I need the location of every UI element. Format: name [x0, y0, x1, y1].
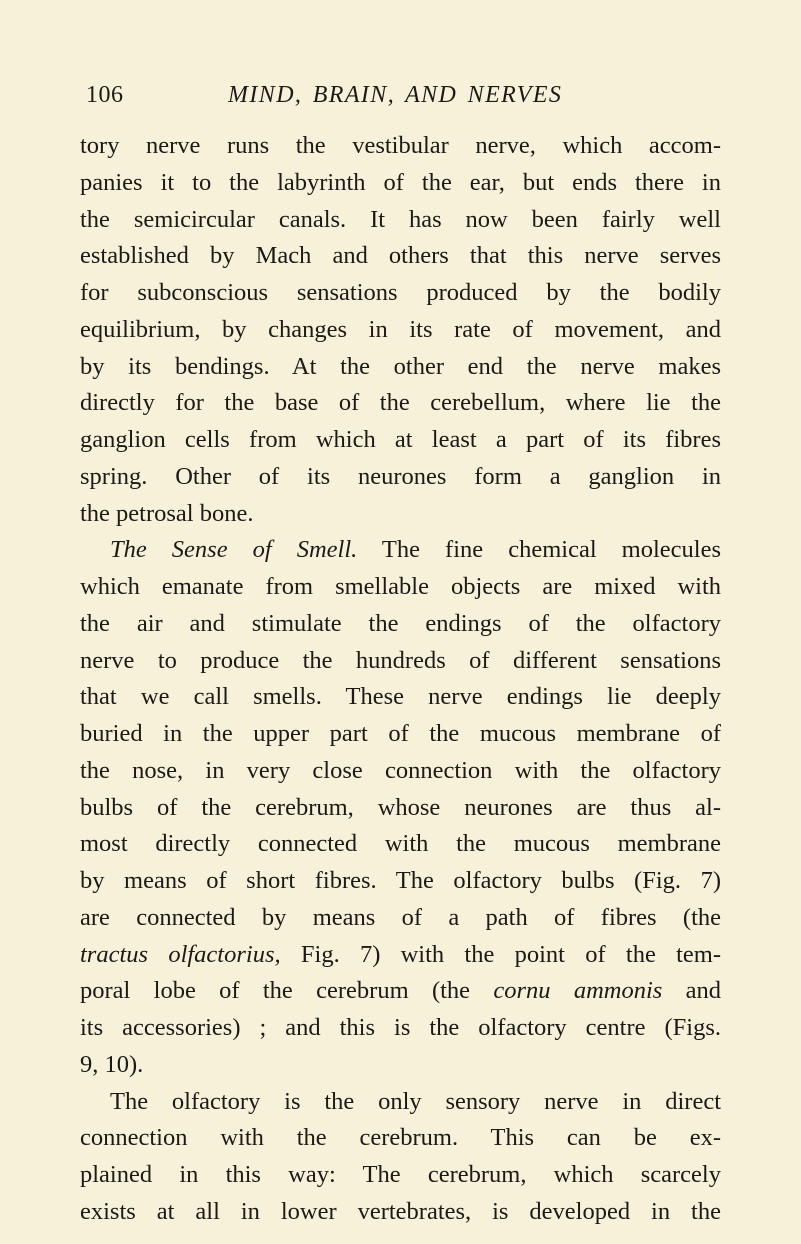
page-header — [80, 76, 720, 116]
text-line: that we call smells. These nerve endings lie deeply — [80, 683, 721, 711]
text-line: exists at all in lower vertebrates, is developed in the — [80, 1197, 721, 1225]
text-line: the nose, in very close connection with the olfactory — [80, 756, 721, 784]
italic-phrase: tractus olfactorius, — [80, 940, 281, 968]
text-line: most directly connected with the mucous membrane — [80, 830, 721, 858]
text-line: The olfactory is the only sensory nerve in direct — [110, 1087, 721, 1115]
text-line: connection with the cerebrum. This can be ex- — [80, 1124, 721, 1152]
body-text — [80, 128, 721, 1231]
italic-phrase: cornu ammonis — [493, 977, 663, 1005]
text-line: the semicircular canals. It has now been fairly well — [80, 205, 721, 233]
text-line: panies it to the labyrinth of the ear, but ends there in — [80, 168, 721, 196]
text-line: by means of short fibres. The olfactory bulbs (Fig. 7) — [80, 867, 721, 894]
text-line: bulbs of the cerebrum, whose neurones are thus al- — [80, 793, 721, 821]
text-line: buried in the upper part of the mucous membrane of — [80, 720, 721, 747]
text-line: for subconscious sensations produced by the bodily — [80, 279, 721, 306]
text-line: ganglion cells from which at least a part of its fibres — [80, 426, 721, 453]
text-line: which emanate from smellable objects are mixed with — [80, 573, 721, 600]
text-line: the petrosal bone. — [80, 499, 254, 527]
text-line: nerve to produce the hundreds of different sensations — [80, 646, 721, 674]
text-line: directly for the base of the cerebellum, where lie the — [80, 389, 721, 417]
running-title: MIND, BRAIN, AND NERVES — [228, 82, 563, 108]
section-heading-line: The Sense of Smell. The fine chemical molecules — [110, 536, 722, 564]
text-line: established by Mach and others that this nerve serves — [80, 242, 721, 270]
italic-phrase: The Sense of Smell. — [110, 536, 358, 564]
text-line: by its bendings. At the other end the nerve makes — [80, 352, 721, 380]
text-line: tractus olfactorius, Fig. 7) with the point of the tem- — [80, 940, 721, 968]
text-line: poral lobe of the cerebrum (the cornu ammonis and — [80, 977, 722, 1005]
text-line: the air and stimulate the endings of the olfactory — [80, 609, 721, 637]
text-line: its accessories) ; and this is the olfactory centre (Figs. — [80, 1014, 721, 1041]
text-line: spring. Other of its neurones form a ganglion in — [80, 462, 721, 490]
page-number: 106 — [86, 82, 124, 108]
text-line: equilibrium, by changes in its rate of movement, and — [80, 315, 721, 343]
text-line: plained in this way: The cerebrum, which scarcely — [80, 1161, 721, 1188]
text-line: 9, 10). — [80, 1050, 144, 1078]
text-line: tory nerve runs the vestibular nerve, which accom- — [80, 132, 721, 159]
text-line: are connected by means of a path of fibres (the — [80, 903, 721, 931]
